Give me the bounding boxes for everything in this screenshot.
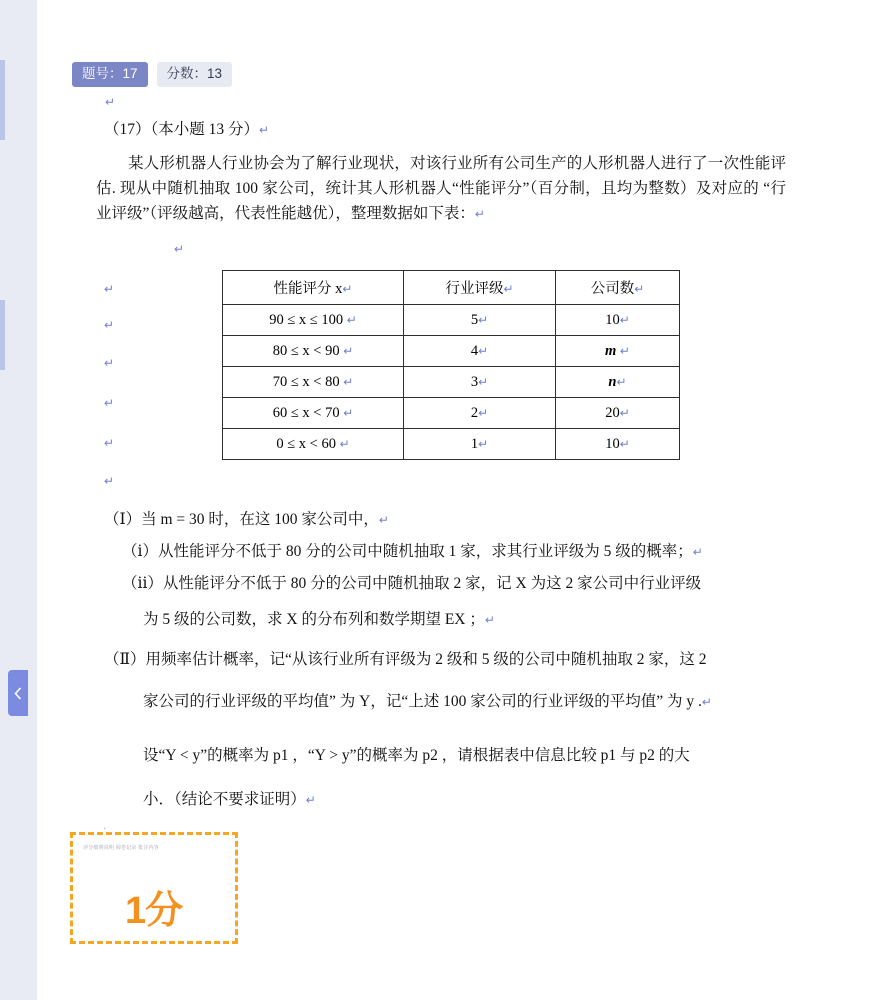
table-header-cell: 公司数↵ xyxy=(556,271,680,305)
paragraph-mark: ↵ xyxy=(104,436,115,450)
rail-marker-1 xyxy=(0,60,5,140)
question-number-badge: 题号：17 xyxy=(72,62,148,87)
table-cell: m ↵ xyxy=(556,336,680,367)
stamp-scribble-text: 评分细则说明 阅卷记录 批注内容 xyxy=(83,845,159,851)
table-header-cell: 性能评分 x↵ xyxy=(223,271,404,305)
part2-line2: 家公司的行业评级的平均值” 为 Y，记“上述 100 家公司的行业评级的平均值” 为 y .↵ xyxy=(143,693,712,710)
paragraph-mark: ↵ xyxy=(104,356,115,370)
data-table xyxy=(222,270,680,460)
paragraph-mark: ↵ xyxy=(105,95,116,109)
table-cell: 70 ≤ x < 80 ↵ xyxy=(223,367,404,398)
question-intro: 某人形机器人行业协会为了解行业现状，对该行业所有公司生产的人形机器人进行了一次性能评估. 现从中随机抽取 100 家公司，统计其人形机器人“性能评分”（百分制，且均为整数）及对应的 “行业评级”（评级越高，代表性能越优），整理数据如下表：↵ xyxy=(96,155,786,222)
part1-item-i: （ⅰ）从性能评分不低于 80 分的公司中随机抽取 1 家，求其行业评级为 5 级的概率；↵ xyxy=(122,543,703,560)
table-cell: 60 ≤ x < 70 ↵ xyxy=(223,398,404,429)
sidebar-collapse-handle[interactable] xyxy=(8,670,28,716)
chevron-left-icon xyxy=(14,687,22,700)
table-cell: n↵ xyxy=(556,367,680,398)
table-cell: 4↵ xyxy=(404,336,556,367)
paragraph-mark: ↵ xyxy=(104,282,115,296)
paragraph-mark: ↵ xyxy=(259,123,270,137)
table-cell: 5↵ xyxy=(404,305,556,336)
left-rail xyxy=(0,0,37,1000)
table-cell: 10↵ xyxy=(556,429,680,460)
paragraph-mark: ↵ xyxy=(174,242,185,256)
badge-row xyxy=(72,62,232,87)
grading-stamp[interactable] xyxy=(70,832,238,944)
table-cell: 1↵ xyxy=(404,429,556,460)
table-cell: 0 ≤ x < 60 ↵ xyxy=(223,429,404,460)
part1-heading: （Ⅰ）当 m = 30 时，在这 100 家公司中，↵ xyxy=(104,511,389,528)
table-cell: 2↵ xyxy=(404,398,556,429)
score-badge: 分数：13 xyxy=(157,62,233,87)
stamp-dot: · xyxy=(103,824,107,835)
stamp-score-value: 1分 xyxy=(125,890,183,932)
question-title: （17）（本小题 13 分）↵ xyxy=(104,121,270,138)
part2-line1: （Ⅱ）用频率估计概率，记“从该行业所有评级为 2 级和 5 级的公司中随机抽取 2 家，这 2 xyxy=(104,651,707,668)
paragraph-mark: ↵ xyxy=(104,396,115,410)
part2-line4: 小．（结论不要求证明）↵ xyxy=(143,791,316,808)
table-cell: 10↵ xyxy=(556,305,680,336)
paragraph-mark: ↵ xyxy=(474,206,485,221)
paragraph-mark: ↵ xyxy=(104,318,115,332)
paragraph-mark: ↵ xyxy=(104,474,115,488)
table-header-cell: 行业评级↵ xyxy=(404,271,556,305)
part1-item-ii-line1: （ⅱ）从性能评分不低于 80 分的公司中随机抽取 2 家，记 X 为这 2 家公司中行业评级 xyxy=(122,575,702,592)
table-row xyxy=(223,305,680,336)
table-row xyxy=(223,398,680,429)
part1-item-ii-line2: 为 5 级的公司数，求 X 的分布列和数学期望 EX ；↵ xyxy=(143,611,495,628)
table-cell: 80 ≤ x < 90 ↵ xyxy=(223,336,404,367)
part2-line3: 设“Y < y”的概率为 p1 ，“Y > y”的概率为 p2 ，请根据表中信息比较 p1 与 p2 的大 xyxy=(143,747,690,764)
table-cell: 90 ≤ x ≤ 100 ↵ xyxy=(223,305,404,336)
rail-marker-2 xyxy=(0,300,5,370)
table-header-row xyxy=(223,271,680,305)
table-row xyxy=(223,367,680,398)
table-row xyxy=(223,429,680,460)
table-cell: 20↵ xyxy=(556,398,680,429)
table-cell: 3↵ xyxy=(404,367,556,398)
table-row xyxy=(223,336,680,367)
